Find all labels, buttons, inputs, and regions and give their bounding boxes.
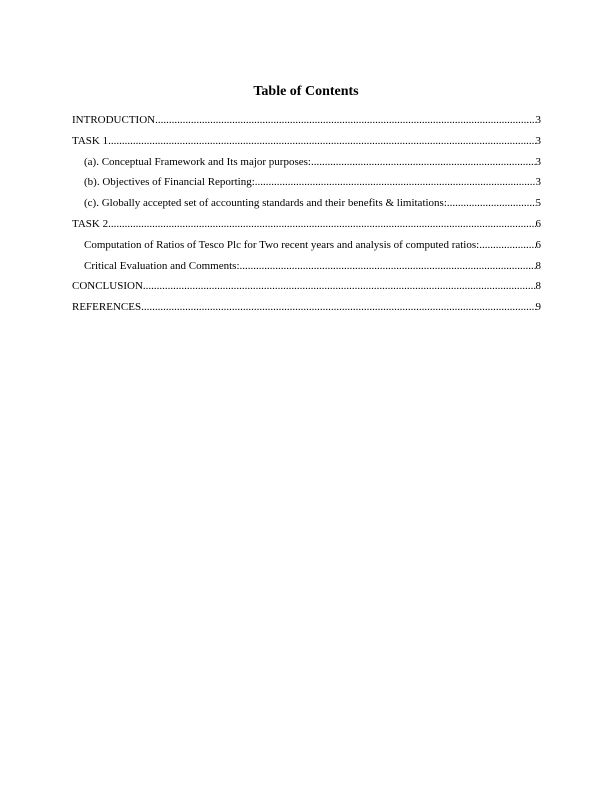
toc-entry-page: 3 [535,114,541,126]
toc-title: Table of Contents [253,84,359,99]
toc-leader-dots [108,135,535,148]
toc-entry-accounting-standards[interactable] [72,197,541,218]
toc-entry-references[interactable] [72,301,541,322]
toc-entry-introduction[interactable] [72,114,541,135]
toc-entry-objectives-financial-reporting[interactable] [72,176,541,197]
toc-entry-page: 6 [535,217,541,230]
toc-leader-dots [447,197,536,210]
toc-entry-page: 6 [535,238,541,251]
toc-entry-text: Critical Evaluation and Comments: [84,259,240,272]
toc-entry-text: Computation of Ratios of Tesco Plc for Two recent years and analysis of computed ratios: [84,238,480,251]
toc-list [72,114,541,322]
toc-leader-dots [155,114,535,127]
toc-leader-dots [311,156,536,169]
toc-entry-conclusion[interactable] [72,280,541,301]
toc-entry-text: TASK 1 [72,134,109,147]
toc-entry-text: TASK 2 [72,217,109,230]
toc-leader-dots [240,260,536,273]
toc-entry-critical-evaluation[interactable] [72,260,541,281]
toc-entry-page: 9 [535,301,541,314]
toc-leader-dots [143,280,536,293]
toc-entry-page: 3 [535,134,541,147]
toc-entry-text: (b). Objectives of Financial Reporting: [84,176,255,189]
toc-entry-task-1[interactable] [72,135,541,156]
toc-leader-dots [479,239,535,252]
toc-entry-text: REFERENCES [72,301,142,314]
toc-entry-page: 8 [535,280,541,293]
toc-entry-text: (c). Globally accepted set of accounting standards and their benefits & limitations: [84,197,447,210]
toc-entry-page: 5 [535,197,541,210]
toc-leader-dots [255,176,536,189]
toc-entry-text: CONCLUSION [72,280,143,293]
toc-entry-conceptual-framework[interactable] [72,156,541,177]
toc-entry-computation-of-ratios[interactable] [72,239,541,260]
toc-entry-text: INTRODUCTION [72,114,156,126]
toc-entry-page: 8 [535,259,541,272]
toc-entry-text: (a). Conceptual Framework and Its major purposes: [84,155,311,168]
toc-leader-dots [141,301,535,314]
toc-entry-page: 3 [535,176,541,189]
toc-leader-dots [108,218,535,231]
toc-entry-task-2[interactable] [72,218,541,239]
toc-entry-page: 3 [535,155,541,168]
